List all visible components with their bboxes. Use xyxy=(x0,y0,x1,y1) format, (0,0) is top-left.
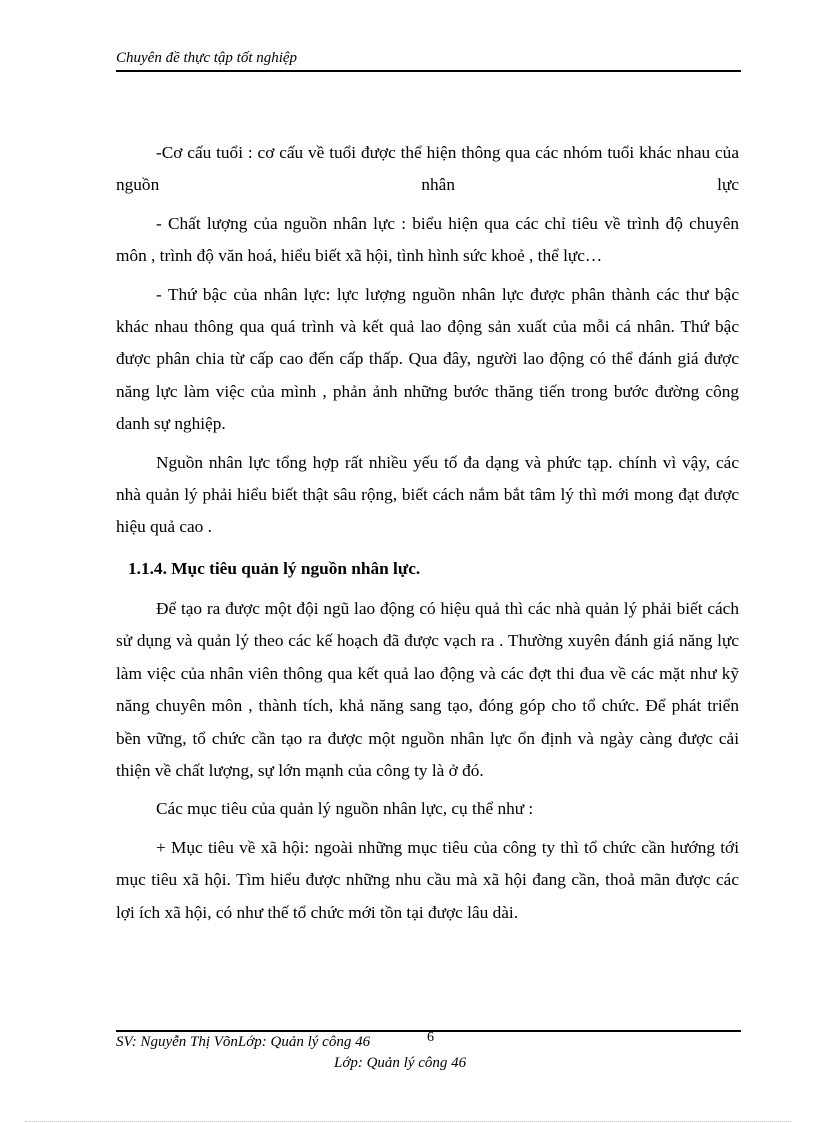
page-bottom-border xyxy=(25,1121,791,1122)
page-header-title: Chuyên đề thực tập tốt nghiệp xyxy=(116,50,298,66)
footer-student: SV: Nguyễn Thị VõnLớp: Quản lý công 46 xyxy=(116,1034,371,1050)
section-heading: 1.1.4. Mục tiêu quản lý nguồn nhân lực. xyxy=(128,558,421,578)
paragraph-age-structure: -Cơ cấu tuổi : cơ cấu về tuổi được thể hiện thông qua các nhóm tuổi khác nhau của nguồn nhân lực xyxy=(116,143,739,195)
paragraph-objectives-list-intro: Các mục tiêu của quản lý nguồn nhân lực, cụ thể như : xyxy=(156,799,534,819)
paragraph-summary: Nguồn nhân lực tổng hợp rất nhiều yếu tố đa dạng và phức tạp. chính vì vậy, các nhà quản lý phải hiểu biết thật sâu rộng, biết cách nắm bắt tâm lý thì mới mong đạt được hiệu quả cao . xyxy=(116,452,739,537)
paragraph-hierarchy: - Thứ bậc của nhân lực: lực lượng nguồn nhân lực được phân thành các thư bậc khác nhau thông qua quá trình và kết quả lao động sản xuất của mỗi cá nhân. Thứ bậc được phân chia từ cấp cao đến cấp thấp. Qua đây, người lao động có thể đánh giá được năng lực làm việc của mình , phản ảnh những bước thăng tiến trong bước đường công danh sự nghiệp. xyxy=(116,284,739,434)
document-body xyxy=(116,137,739,929)
footer-class: Lớp: Quản lý công 46 xyxy=(334,1055,467,1071)
page-number: 6 xyxy=(427,1030,434,1045)
header-divider xyxy=(116,70,741,72)
paragraph-social-objective: + Mục tiêu về xã hội: ngoài những mục tiêu của công ty thì tổ chức cần hướng tới mục tiêu xã hội. Tìm hiểu được những nhu cầu mà xã hội đang cần, thoả mãn được các lợi ích xã hội, có như thế tổ chức mới tồn tại được lâu dài. xyxy=(116,837,739,922)
paragraph-objectives-intro: Để tạo ra được một đội ngũ lao động có hiệu quả thì các nhà quản lý phải biết cách sử dụng và quản lý theo các kế hoạch đã được vạch ra . Thường xuyên đánh giá năng lực làm việc của nhân viên thông qua kết quả lao động và các đợt thi đua về các mặt như kỹ năng chuyên môn , thành tích, khả năng sang tạo, đóng góp cho tổ chức. Để phát triển bền vững, tổ chức cần tạo ra được một nguồn nhân lực ổn định và ngày càng được cải thiện về chất lượng, sự lớn mạnh của công ty là ở đó. xyxy=(116,598,739,780)
paragraph-quality: - Chất lượng của nguồn nhân lực : biểu hiện qua các chỉ tiêu về trình độ chuyên môn , trình độ văn hoá, hiểu biết xã hội, tình hình sức khoẻ , thể lực… xyxy=(116,213,739,266)
